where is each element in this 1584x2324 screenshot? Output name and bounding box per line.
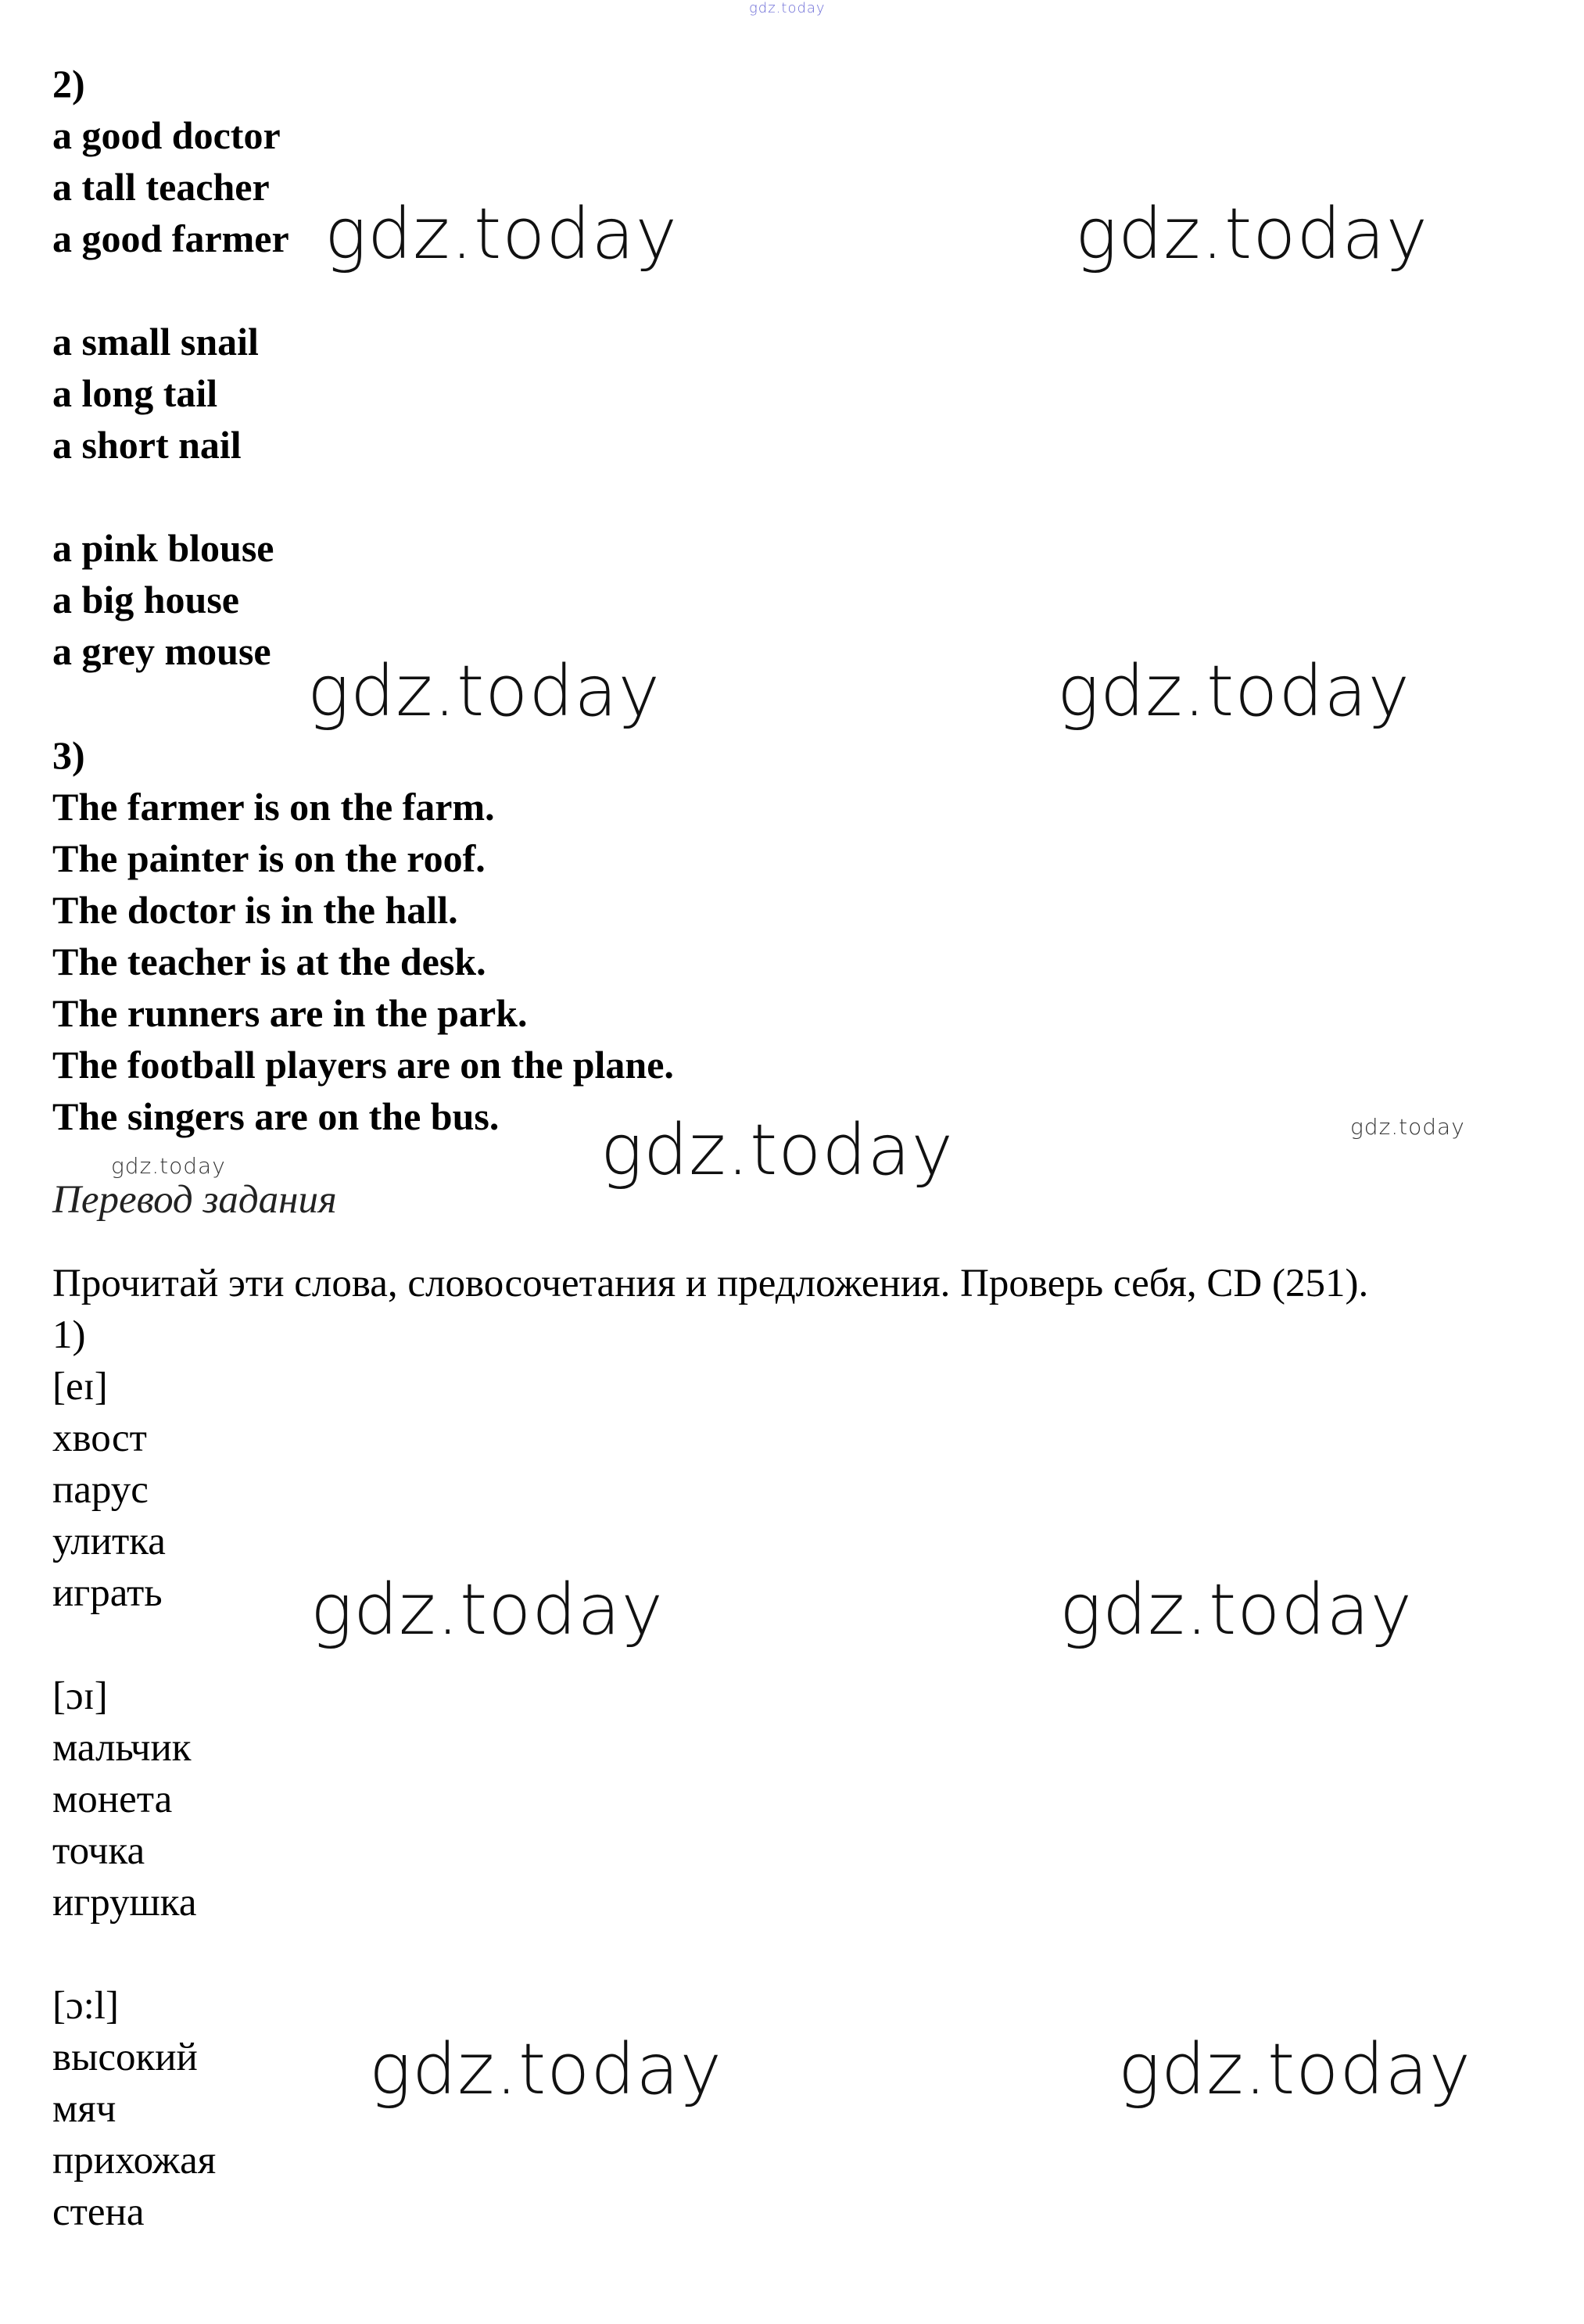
part3-heading: 3) [52, 733, 85, 777]
list-item: a small snail [52, 320, 259, 363]
list-item: a pink blouse [52, 526, 274, 570]
part2-heading: 2) [52, 62, 85, 106]
list-item: улитка [52, 1520, 166, 1563]
watermark-small: gdz.today [111, 1153, 226, 1179]
watermark-small: gdz.today [1350, 1114, 1465, 1140]
list-item: стена [52, 2190, 145, 2234]
list-item: The doctor is in the hall. [52, 888, 458, 932]
list-item: The singers are on the bus. [52, 1094, 500, 1138]
list-item: a good doctor [52, 113, 281, 157]
watermark: gdz.today [310, 1569, 664, 1651]
list-item: игрушка [52, 1881, 197, 1925]
list-item: a good farmer [52, 217, 289, 260]
list-item: точка [52, 1829, 145, 1873]
list-item: The farmer is on the farm. [52, 785, 495, 829]
translation-title: Перевод задания [52, 1178, 337, 1222]
watermark: gdz.today [369, 2029, 722, 2111]
list-item: The runners are in the park. [52, 991, 528, 1035]
list-item: a grey mouse [52, 629, 271, 673]
watermark: gdz.today [600, 1109, 954, 1191]
list-item: играть [52, 1571, 163, 1615]
watermark-top: gdz.today [749, 0, 826, 16]
sound-heading: [ɔ:l] [52, 1984, 119, 2028]
list-item: The football players are on the plane. [52, 1043, 674, 1087]
watermark: gdz.today [1059, 1569, 1413, 1651]
watermark: gdz.today [324, 193, 678, 275]
sound-heading: [ɔɪ] [52, 1674, 108, 1718]
list-item: a tall teacher [52, 165, 270, 209]
list-item: The teacher is at the desk. [52, 940, 486, 983]
list-item: прихожая [52, 2139, 217, 2183]
watermark: gdz.today [1075, 193, 1428, 275]
list-item: a short nail [52, 423, 242, 467]
list-item: парус [52, 1468, 149, 1512]
watermark: gdz.today [1057, 650, 1410, 732]
list-item: мяч [52, 2087, 116, 2131]
list-item: мальчик [52, 1726, 192, 1770]
sound-heading: [eɪ] [52, 1365, 108, 1409]
part1-heading: 1) [52, 1313, 86, 1357]
list-item: хвост [52, 1416, 147, 1460]
list-item: a big house [52, 578, 239, 621]
watermark: gdz.today [1118, 2029, 1471, 2111]
list-item: The painter is on the roof. [52, 836, 486, 880]
list-item: высокий [52, 2036, 198, 2079]
watermark: gdz.today [307, 650, 661, 732]
list-item: a long tail [52, 371, 218, 415]
translation-instruction: Прочитай эти слова, словосочетания и предложения. Проверь себя, CD (251). [52, 1262, 1369, 1305]
list-item: монета [52, 1778, 173, 1821]
